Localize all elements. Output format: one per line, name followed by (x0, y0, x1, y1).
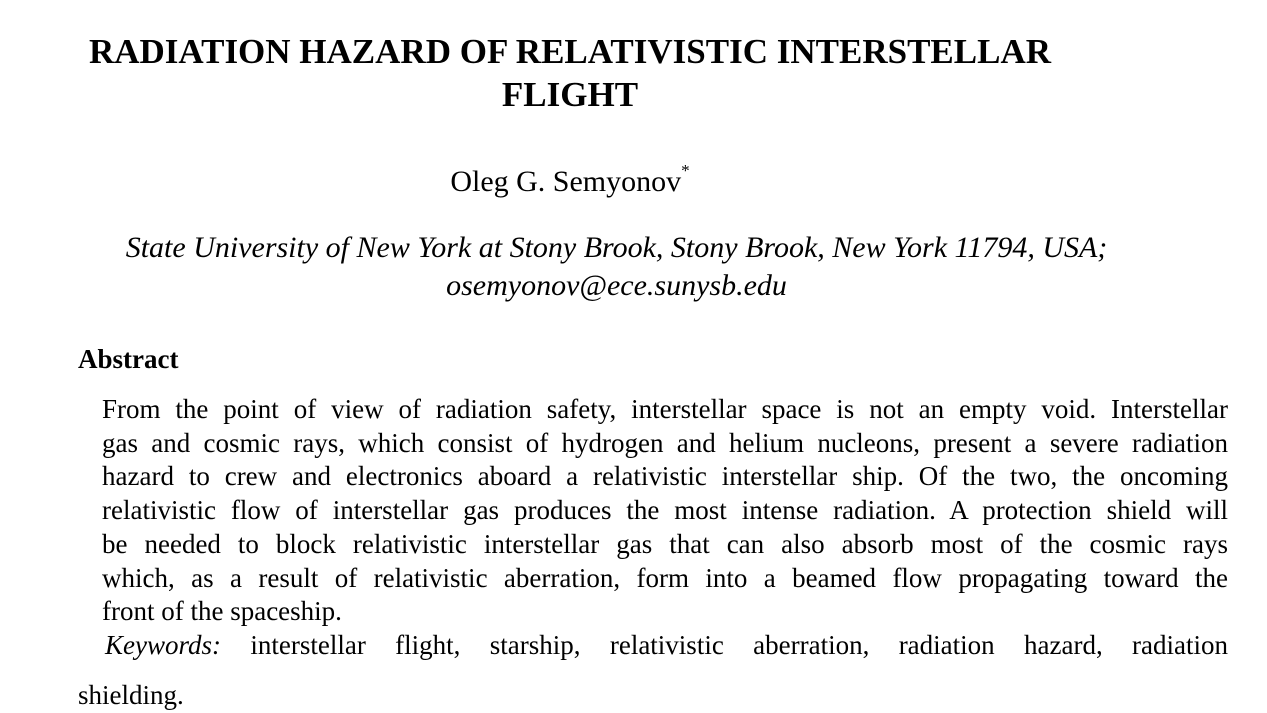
affiliation-line-1: State University of New York at Stony Brook, Stony Brook, New York 11794, USA; (125, 231, 1108, 264)
keywords-list: interstellar flight, starship, relativistic aberration, radiation hazard, radiation (250, 630, 1229, 660)
author-affiliation (0, 229, 1233, 305)
keywords-list-continued: shielding. (78, 680, 184, 710)
abstract-line: From the point of view of radiation safety, interstellar space is not an empty void. Interstellar (102, 394, 1228, 424)
abstract-line: relativistic flow of interstellar gas produces the most intense radiation. A protection shield will (102, 495, 1228, 526)
affiliation-email: osemyonov@ece.sunysb.edu (446, 269, 787, 302)
abstract-heading: Abstract (78, 344, 179, 374)
keywords (105, 627, 1228, 663)
abstract-line: which, as a result of relativistic aberration, form into a beamed flow propagating toward the (102, 562, 1228, 593)
author-footnote-mark: * (681, 161, 690, 180)
author-name (0, 155, 1140, 202)
abstract-line: front of the spaceship. (102, 596, 342, 627)
title-line-2: FLIGHT (501, 75, 639, 114)
keywords-label: Keywords: (105, 630, 221, 660)
title-line-1: RADIATION HAZARD OF RELATIVISTIC INTERSTELLAR (88, 32, 1052, 71)
abstract-line: be needed to block relativistic interstellar gas that can also absorb most of the cosmic rays (102, 528, 1228, 559)
abstract-body (102, 393, 1228, 629)
author-text: Oleg G. Semyonov (450, 165, 682, 198)
paper-title (0, 30, 1140, 116)
abstract-line: gas and cosmic rays, which consist of hydrogen and helium nucleons, present a severe radiation (102, 427, 1228, 458)
abstract-line: hazard to crew and electronics aboard a relativistic interstellar ship. Of the two, the oncoming (102, 461, 1228, 492)
